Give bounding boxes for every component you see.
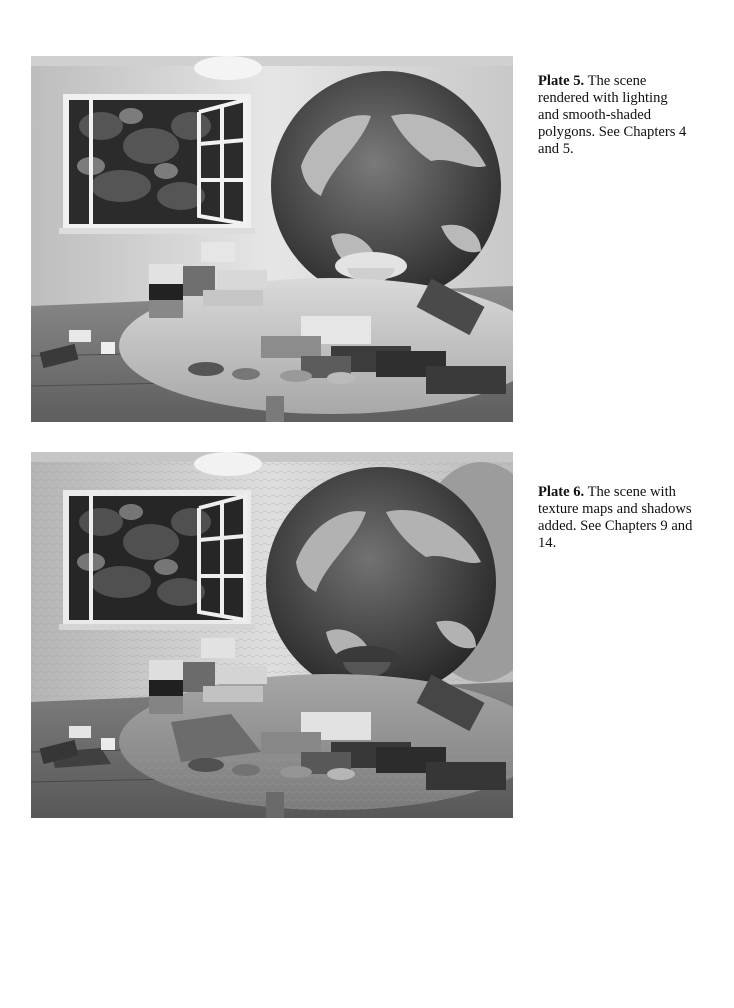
plate-6-render [31, 452, 513, 818]
plate-6-caption-line: texture maps and shadows [538, 501, 692, 517]
plate-5-caption-line: and 5. [538, 141, 574, 157]
plate-6-caption-line: The scene with [587, 484, 676, 500]
plate-5-caption-line: and smooth-shaded [538, 107, 652, 123]
plate-5-caption-line: polygons. See Chapters 4 [538, 124, 687, 140]
plate-6-caption-line: added. See Chapters 9 and [538, 518, 693, 534]
plate-5-caption-line: rendered with lighting [538, 90, 668, 106]
plate-5-caption-line: The scene [587, 73, 647, 89]
plate-6-caption [538, 467, 734, 552]
plate-5-label: Plate 5. [538, 73, 585, 89]
plate-6-label: Plate 6. [538, 484, 585, 500]
plate-6-caption-line: 14. [538, 535, 557, 551]
plate-5-image [31, 56, 513, 422]
plate-6-image [31, 452, 513, 818]
plate-5-render [31, 56, 513, 422]
plate-5-caption [538, 56, 734, 158]
